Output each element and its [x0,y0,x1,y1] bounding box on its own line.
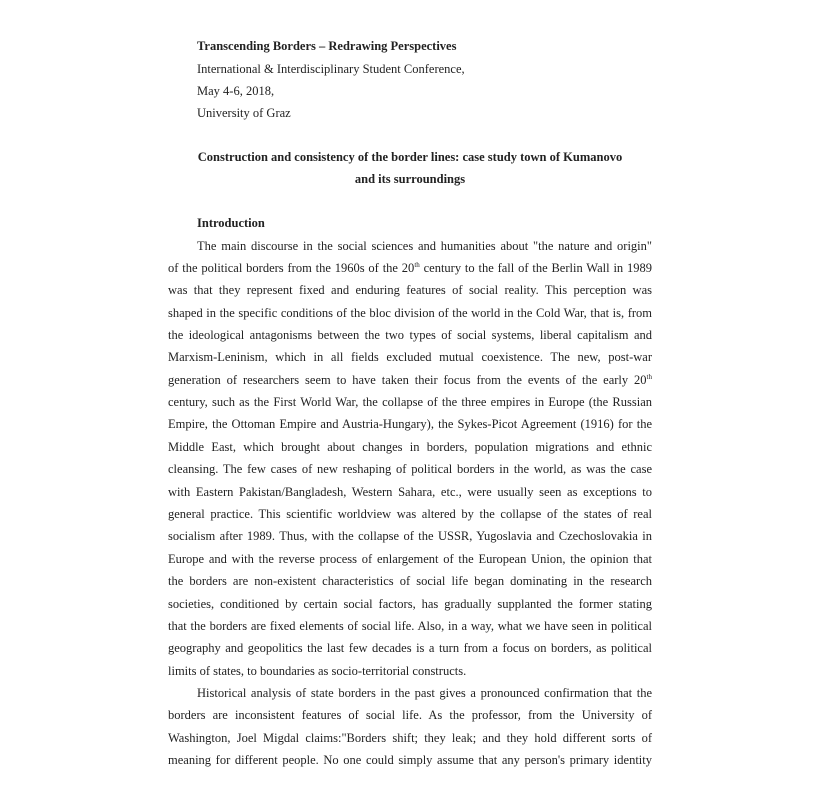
body-line [168,372,652,388]
paper-title-line-1: Construction and consistency of the border lines: case study town of Kumanovo [197,150,623,164]
body-line: Middle East, which brought about changes in borders, population migrations and ethnic [168,440,652,454]
conference-subtitle: International & Interdisciplinary Student Conference, [197,62,465,76]
body-line: Empire, the Ottoman Empire and Austria-Hungary), the Sykes-Picot Agreement (1916) for the [168,417,652,431]
body-line: Washington, Joel Migdal claims:"Borders shift; they leak; and they hold different sorts of [168,731,652,745]
body-line: the ideological antagonisms between the two types of social systems, liberal capitalism and [168,328,652,342]
body-line: Marxism-Leninism, which in all fields excluded mutual coexistence. The new, post-war [168,350,652,364]
body-text: of the political borders from the 1960s of the 20 [168,261,415,275]
paper-title-line-2: and its surroundings [354,172,466,186]
body-line: the borders are non-existent characteristics of social life began dominating in the research [168,574,652,588]
body-line [168,260,652,276]
body-line: socialism after 1989. Thus, with the collapse of the USSR, Yugoslavia and Czechoslovakia in [168,529,652,543]
body-line: meaning for different people. No one could simply assume that any person's primary identity [168,753,652,767]
body-line: Historical analysis of state borders in the past gives a pronounced confirmation that the [197,686,652,700]
conference-title: Transcending Borders – Redrawing Perspectives [197,39,457,53]
body-line: century, such as the First World War, the collapse of the three empires in Europe (the Russian [168,395,652,409]
body-line: societies, conditioned by certain social factors, has gradually supplanted the former stating [168,597,652,611]
body-line: was that they represent fixed and enduring features of social reality. This perception was [168,283,652,297]
body-line: cleansing. The few cases of new reshaping of political borders in the world, as was the case [168,462,652,476]
body-line: borders are inconsistent features of social life. As the professor, from the University of [168,708,652,722]
body-line: general practice. This scientific worldview was altered by the collapse of the states of real [168,507,652,521]
body-text: generation of researchers seem to have taken their focus from the events of the early 20 [168,373,647,387]
conference-date: May 4-6, 2018, [197,84,275,98]
body-line: Europe and with the reverse process of enlargement of the European Union, the opinion that [168,552,652,566]
body-line: geography and geopolitics the last few decades is a turn from a focus on borders, as political [168,641,652,655]
body-line: that the borders are fixed elements of social life. Also, in a way, what we have seen in political [168,619,652,633]
body-text: century to the fall of the Berlin Wall in 1989 [419,261,653,275]
body-line: shaped in the specific conditions of the bloc division of the world in the Cold War, that is, from [168,306,652,320]
body-line: limits of states, to boundaries as socio-territorial constructs. [168,664,467,678]
superscript: th [646,373,652,381]
section-heading: Introduction [197,216,265,230]
body-line: with Eastern Pakistan/Bangladesh, Western Sahara, etc., were usually seen as exceptions to [168,485,652,499]
superscript: th [414,261,420,269]
body-line: The main discourse in the social sciences and humanities about "the nature and origin" [197,239,652,253]
conference-venue: University of Graz [197,106,291,120]
